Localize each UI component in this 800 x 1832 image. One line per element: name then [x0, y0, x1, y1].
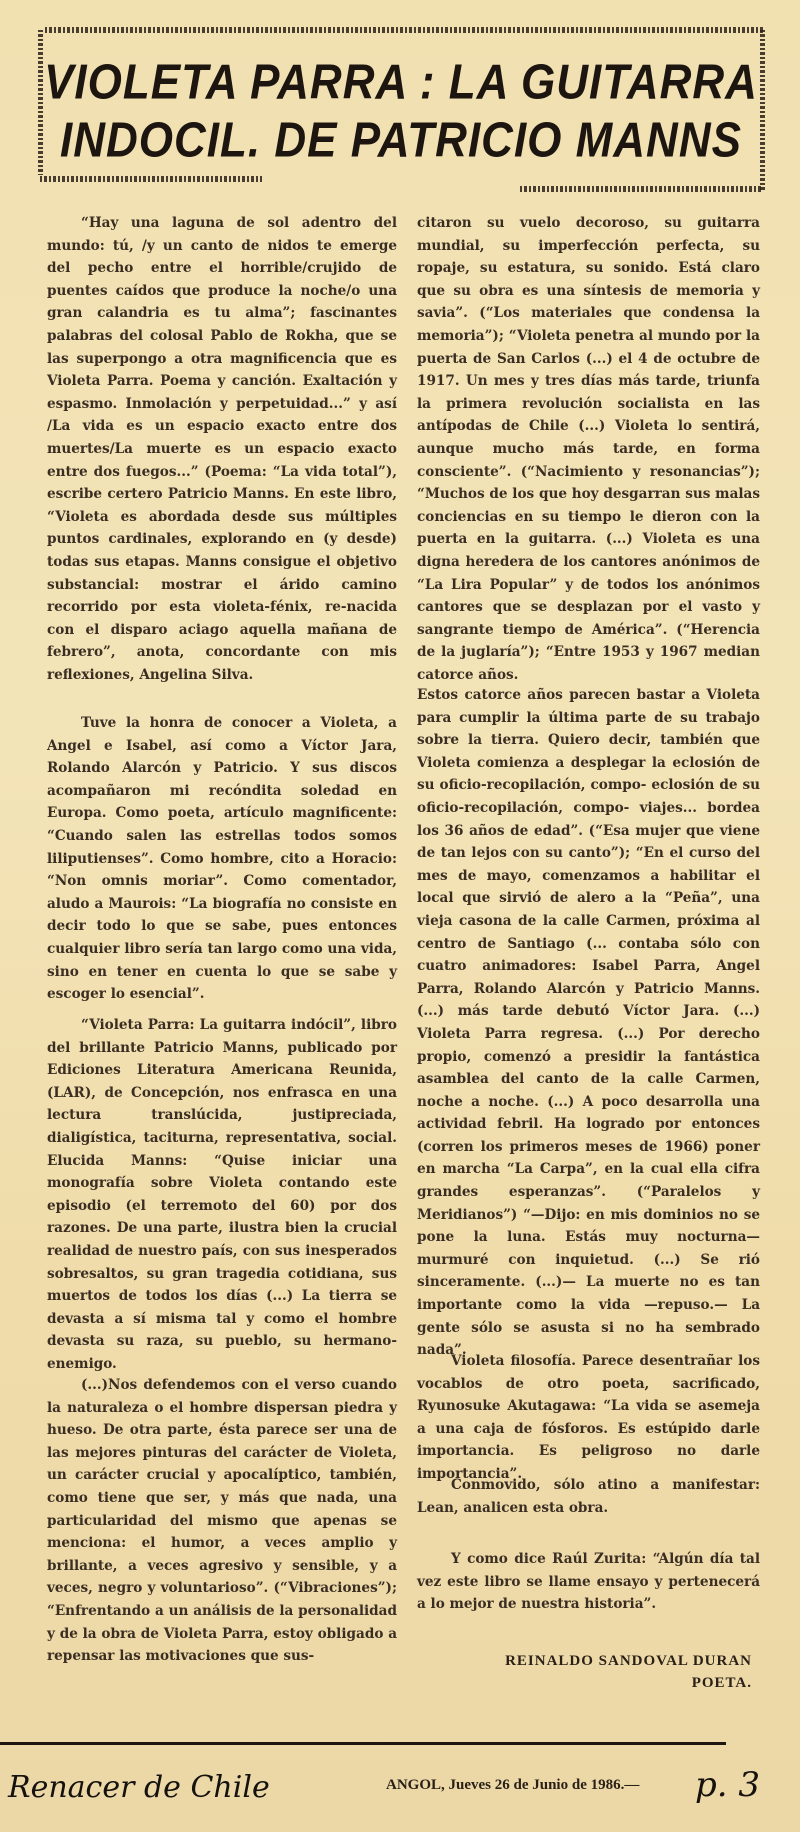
handwritten-source-note: Renacer de Chile	[8, 1770, 270, 1805]
paragraph: Estos catorce años parecen bastar a Violeta para cumplir la última parte de su trabajo sobre la tierra. Quiero decir, también que Violeta comienza a desplegar la eclosión de su oficio-recopilación, compo- eclosión de su oficio-recopilación, compo- viajes... bordea los 36 años de edad”. (“Esa mujer que viene de tan lejos con su canto”); “En el curso del mes de mayo, comenzamos a habilitar el local que sirvió de alero a la “Peña”, una vieja casona de la calle Carmen, próxima al centro de Santiago (... contaba sólo con cuatro animadores: Isabel Parra, Angel Parra, Rolando Alarcón y Patricio Manns. (...) más tarde debutó Víctor Jara. (...) Violeta Parra regresa. (...) Por derecho propio, comenzó a presidir la fantástica asamblea del canto de la calle Carmen, noche a noche. (...) A poco desarrolla una actividad febril. Ha logrado por entonces (corren los primeros meses de 1966) poner en marcha “La Carpa”, en la cual ella cifra grandes esperanzas”. (“Paralelos y Meridianos”) “—Dijo: en mis dominios no se pone la luna. Estás muy nocturna— murmuré con inquietud. (...) Se rió sinceramente. (...)— La muerte no es tan importante como la vida —repuso.— La gente sólo se asusta si no ha sembrado nada”.	[417, 687, 760, 1359]
title-border-bottom-left	[40, 176, 262, 182]
author-name: REINALDO SANDOVAL DURAN	[505, 1653, 752, 1669]
paragraph: Conmovido, sólo atino a manifestar: Lean, analicen esta obra.	[417, 1477, 760, 1516]
paragraph: citaron su vuelo decoroso, su guitarra mundial, su imperfección perfecta, su ropaje, su estatura, su sonido. Está claro que su obra es una síntesis de memoria y savia”. (“Los materiales que condensa la memoria”); “Violeta penetra al mundo por la puerta de San Carlos (...) el 4 de octubre de 1917. Un mes y tres días más tarde, triunfa la primera revolución socialista en las antípodas de Chile (...) Violeta lo sentirá, aunque mucho más tarde, en forma consciente”. (“Nacimiento y resonancias”); “Muchos de los que hoy desgarran sus malas conciencias en su tiempo le dieron con la puerta en la guitarra. (...) Violeta es una digna heredera de los cantores anónimos de “La Lira Popular” y de todos los anónimos cantores que se desplazan por el vasto y sangrante tiempo de América”. (“Herencia de la juglaría”); “Entre 1953 y 1967 median catorce años.	[417, 215, 760, 683]
title-border-top	[45, 27, 763, 33]
author-role: POETA.	[691, 1675, 752, 1691]
paragraph: “Hay una laguna de sol adentro del mundo: tú, /y un canto de nidos te emerge del pecho entre el horrible/crujido de puentes caídos que produce la noche/o una gran calandria es tu alma”; fascinantes palabras del colosal Pablo de Rokha, que se las superpongo a otra magnificencia que es Violeta Parra. Poema y canción. Exaltación y espasmo. Inmolación y perpetuidad...” y así /La vida es un espacio exacto entre dos muertes/La muerte es un espacio exacto entre dos fuegos...” (Poema: “La vida total”), escribe certero Patricio Manns. En este libro, “Violeta es abordada desde sus múltiples puntos cardinales, explorando en (y desde) todas sus etapas. Manns consigue el objetivo substancial: mostrar el árido camino recorrido por esta violeta-fénix, re-nacida con el disparo aciago aquella mañana de febrero”, anota, concordante con mis reflexiones, Angelina Silva.	[47, 215, 397, 683]
paragraph: “Violeta Parra: La guitarra indócil”, libro del brillante Patricio Manns, publicado por Ediciones Literatura Americana Reunida, (LAR), de Concepción, nos enfrasca en una lectura translúcida, justipreciada, dialigística, taciturna, representativa, social. Elucida Manns: “Quise iniciar una monografía sobre Violeta contando este episodio (el terremoto del 60) por dos razones. De una parte, ilustra bien la crucial realidad de nuestro país, con sus inesperados sobresaltos, su gran tragedia cotidiana, sus muertos de todos los días (...) La tierra se devasta a sí misma tal y como el hombre devasta su raza, su pueblo, su hermano-enemigo.	[47, 1017, 397, 1372]
footer-rule	[0, 1742, 726, 1745]
headline-line-1: VIOLETA PARRA : LA GUITARRA	[44, 55, 758, 110]
handwritten-page-note: p. 3	[695, 1765, 761, 1805]
headline-line-2: INDOCIL. DE PATRICIO MANNS	[60, 113, 742, 168]
paragraph: (...)Nos defendemos con el verso cuando la naturaleza o el hombre dispersan piedra y hueso. De otra parte, ésta parece ser una de las mejores pinturas del carácter de Violeta, un carácter crucial y apocalíptico, también, como tiene que ser, y más que nada, una particularidad del mismo que apenas se menciona: el humor, a veces amplio y brillante, a veces agresivo y sensible, y a veces, negro y voluntarioso”. (“Vibraciones”); “Enfrentando a un análisis de la personalidad y de la obra de Violeta Parra, estoy obligado a repensar las motivaciones que sus-	[47, 1377, 397, 1665]
paragraph: Y como dice Raúl Zurita: “Algún día tal vez este libro se llame ensayo y pertenecerá a lo mejor de nuestra historia”.	[417, 1551, 760, 1613]
paragraph: Violeta filosofía. Parece desentrañar los vocablos de otro poeta, sacrificado, Ryunosuke Akutagawa: “La vida se asemeja a una caja de fósforos. Es estúpido darle importancia. Es peligroso no darle importancia”.	[417, 1353, 760, 1482]
paragraph: Tuve la honra de conocer a Violeta, a Angel e Isabel, así como a Víctor Jara, Rolando Alarcón y Patricio. Y sus discos acompañaron mi recóndita soledad en Europa. Como poeta, artículo magnificente: “Cuando salen las estrellas todos somos liliputienses”. Como hombre, cito a Horacio: “Non omnis moriar”. Como comentador, aludo a Maurois: “La biografía no consiste en decir todo lo que se sabe, pues entonces cualquier libro sería tan largo como una vida, sino en tener en cuenta lo que se sabe y escoger lo esencial”.	[47, 715, 397, 1003]
dateline: ANGOL, Jueves 26 de Junio de 1986.—	[386, 1777, 640, 1793]
title-border-bottom-right	[520, 186, 762, 192]
author-signature	[505, 1650, 752, 1694]
